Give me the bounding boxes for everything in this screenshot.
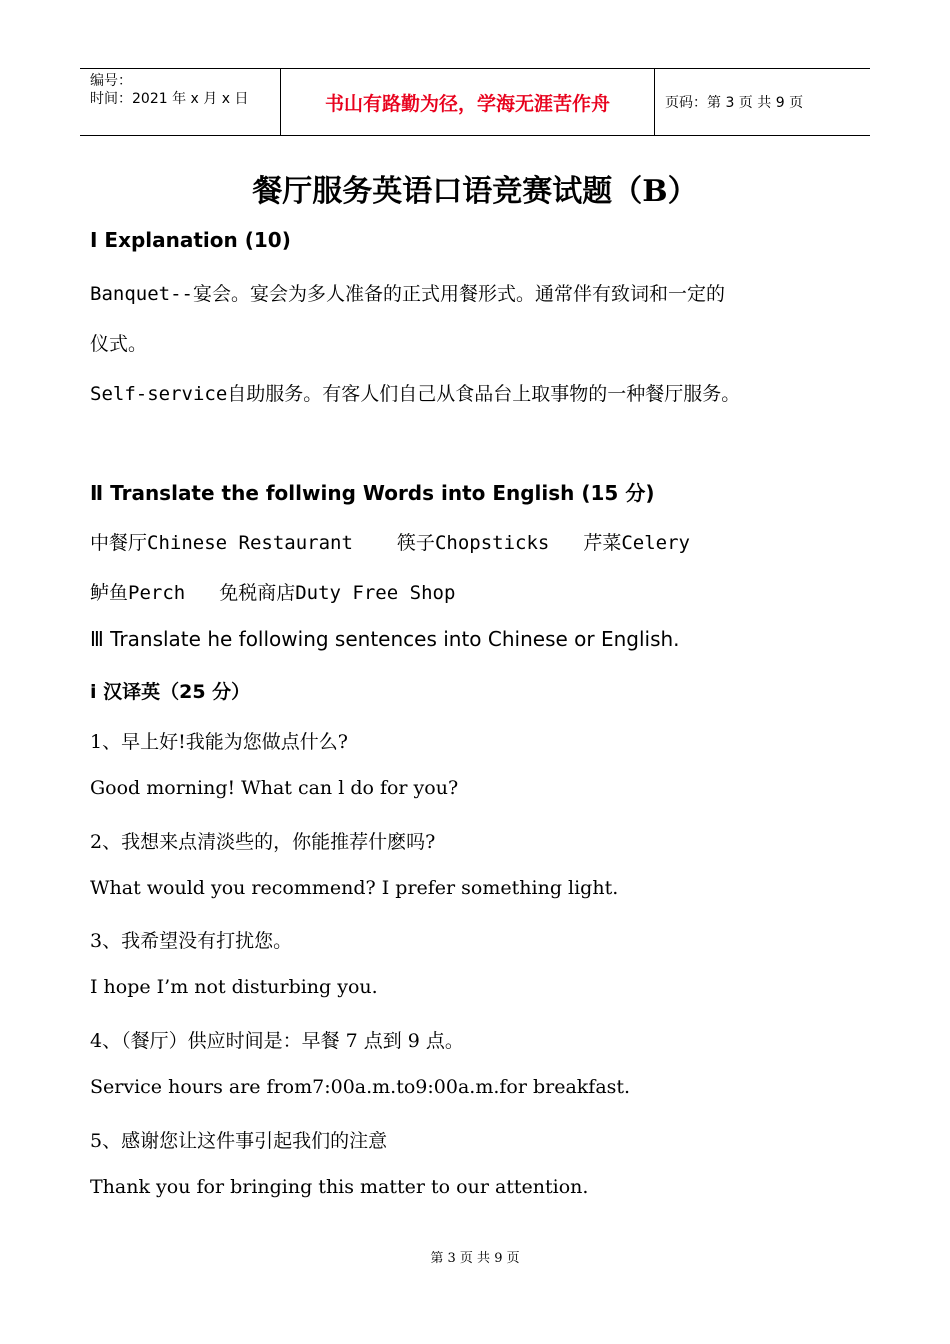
- word-en: Perch: [128, 582, 186, 604]
- sentence-en-4: Service hours are from7:00a.m.to9:00a.m.for breakfast.: [90, 1076, 631, 1098]
- word-row-1: [90, 528, 690, 555]
- sentence-en-5: Thank you for bringing this matter to our attention.: [90, 1176, 589, 1198]
- header-motto: 书山有路勤为径，学海无涯苦作舟: [281, 69, 655, 135]
- word-en: Chinese Restaurant: [147, 532, 353, 554]
- banquet-definition-line1: [90, 279, 725, 306]
- section2-heading: Ⅱ Translate the follwing Words into English (15 分): [90, 481, 655, 505]
- sentence-en-1: Good morning! What can l do for you?: [90, 777, 459, 799]
- selfservice-definition: [90, 379, 740, 406]
- header-page-info: 页码：第 3 页 共 9 页: [665, 95, 804, 111]
- banquet-definition: 宴会。宴会为多人准备的正式用餐形式。通常伴有致词和一定的: [192, 283, 725, 305]
- sentence-cn-1: 1、早上好!我能为您做点什么?: [90, 731, 348, 753]
- sentence-cn-5: 5、感谢您让这件事引起我们的注意: [90, 1130, 388, 1152]
- sentence-cn-3: 3、我希望没有打扰您。: [90, 930, 293, 952]
- section1-heading: Ⅰ Explanation (10): [90, 228, 291, 252]
- header-number: 编号：: [90, 73, 132, 89]
- banquet-term: Banquet--: [90, 283, 193, 305]
- document-title: 餐厅服务英语口语竞赛试题（B）: [252, 174, 698, 209]
- selfservice-term: Self-service: [90, 383, 228, 405]
- sentence-cn-4: 4、（餐厅）供应时间是：早餐 7 点到 9 点。: [90, 1030, 464, 1052]
- word-en: Chopsticks: [434, 532, 550, 554]
- sentence-cn-2: 2、我想来点清淡些的，你能推荐什麽吗?: [90, 831, 436, 853]
- word-cn: 芹菜: [583, 532, 622, 554]
- header-meta: [80, 69, 281, 135]
- word-en: Duty Free Shop: [295, 582, 456, 604]
- header-time: 时间：2021 年 x 月 x 日: [90, 91, 249, 107]
- word-row-2: [90, 578, 455, 605]
- section3-subheading: i 汉译英（25 分）: [90, 681, 251, 703]
- page-footer: 第 3 页 共 9 页: [430, 1251, 520, 1266]
- page-header: [80, 68, 870, 136]
- banquet-definition-line2: 仪式。: [90, 333, 148, 355]
- word-cn: 中餐厅: [90, 532, 148, 554]
- word-en: Celery: [621, 532, 690, 554]
- sentence-en-3: I hope I’m not disturbing you.: [90, 976, 378, 998]
- sentence-en-2: What would you recommend? I prefer something light.: [90, 877, 619, 899]
- word-cn: 免税商店: [219, 582, 296, 604]
- word-cn: 筷子: [396, 532, 435, 554]
- word-cn: 鲈鱼: [90, 582, 129, 604]
- selfservice-def: 自助服务。有客人们自己从食品台上取事物的一种餐厅服务。: [227, 383, 741, 405]
- section3-heading: Ⅲ Translate he following sentences into Chinese or English.: [90, 627, 680, 651]
